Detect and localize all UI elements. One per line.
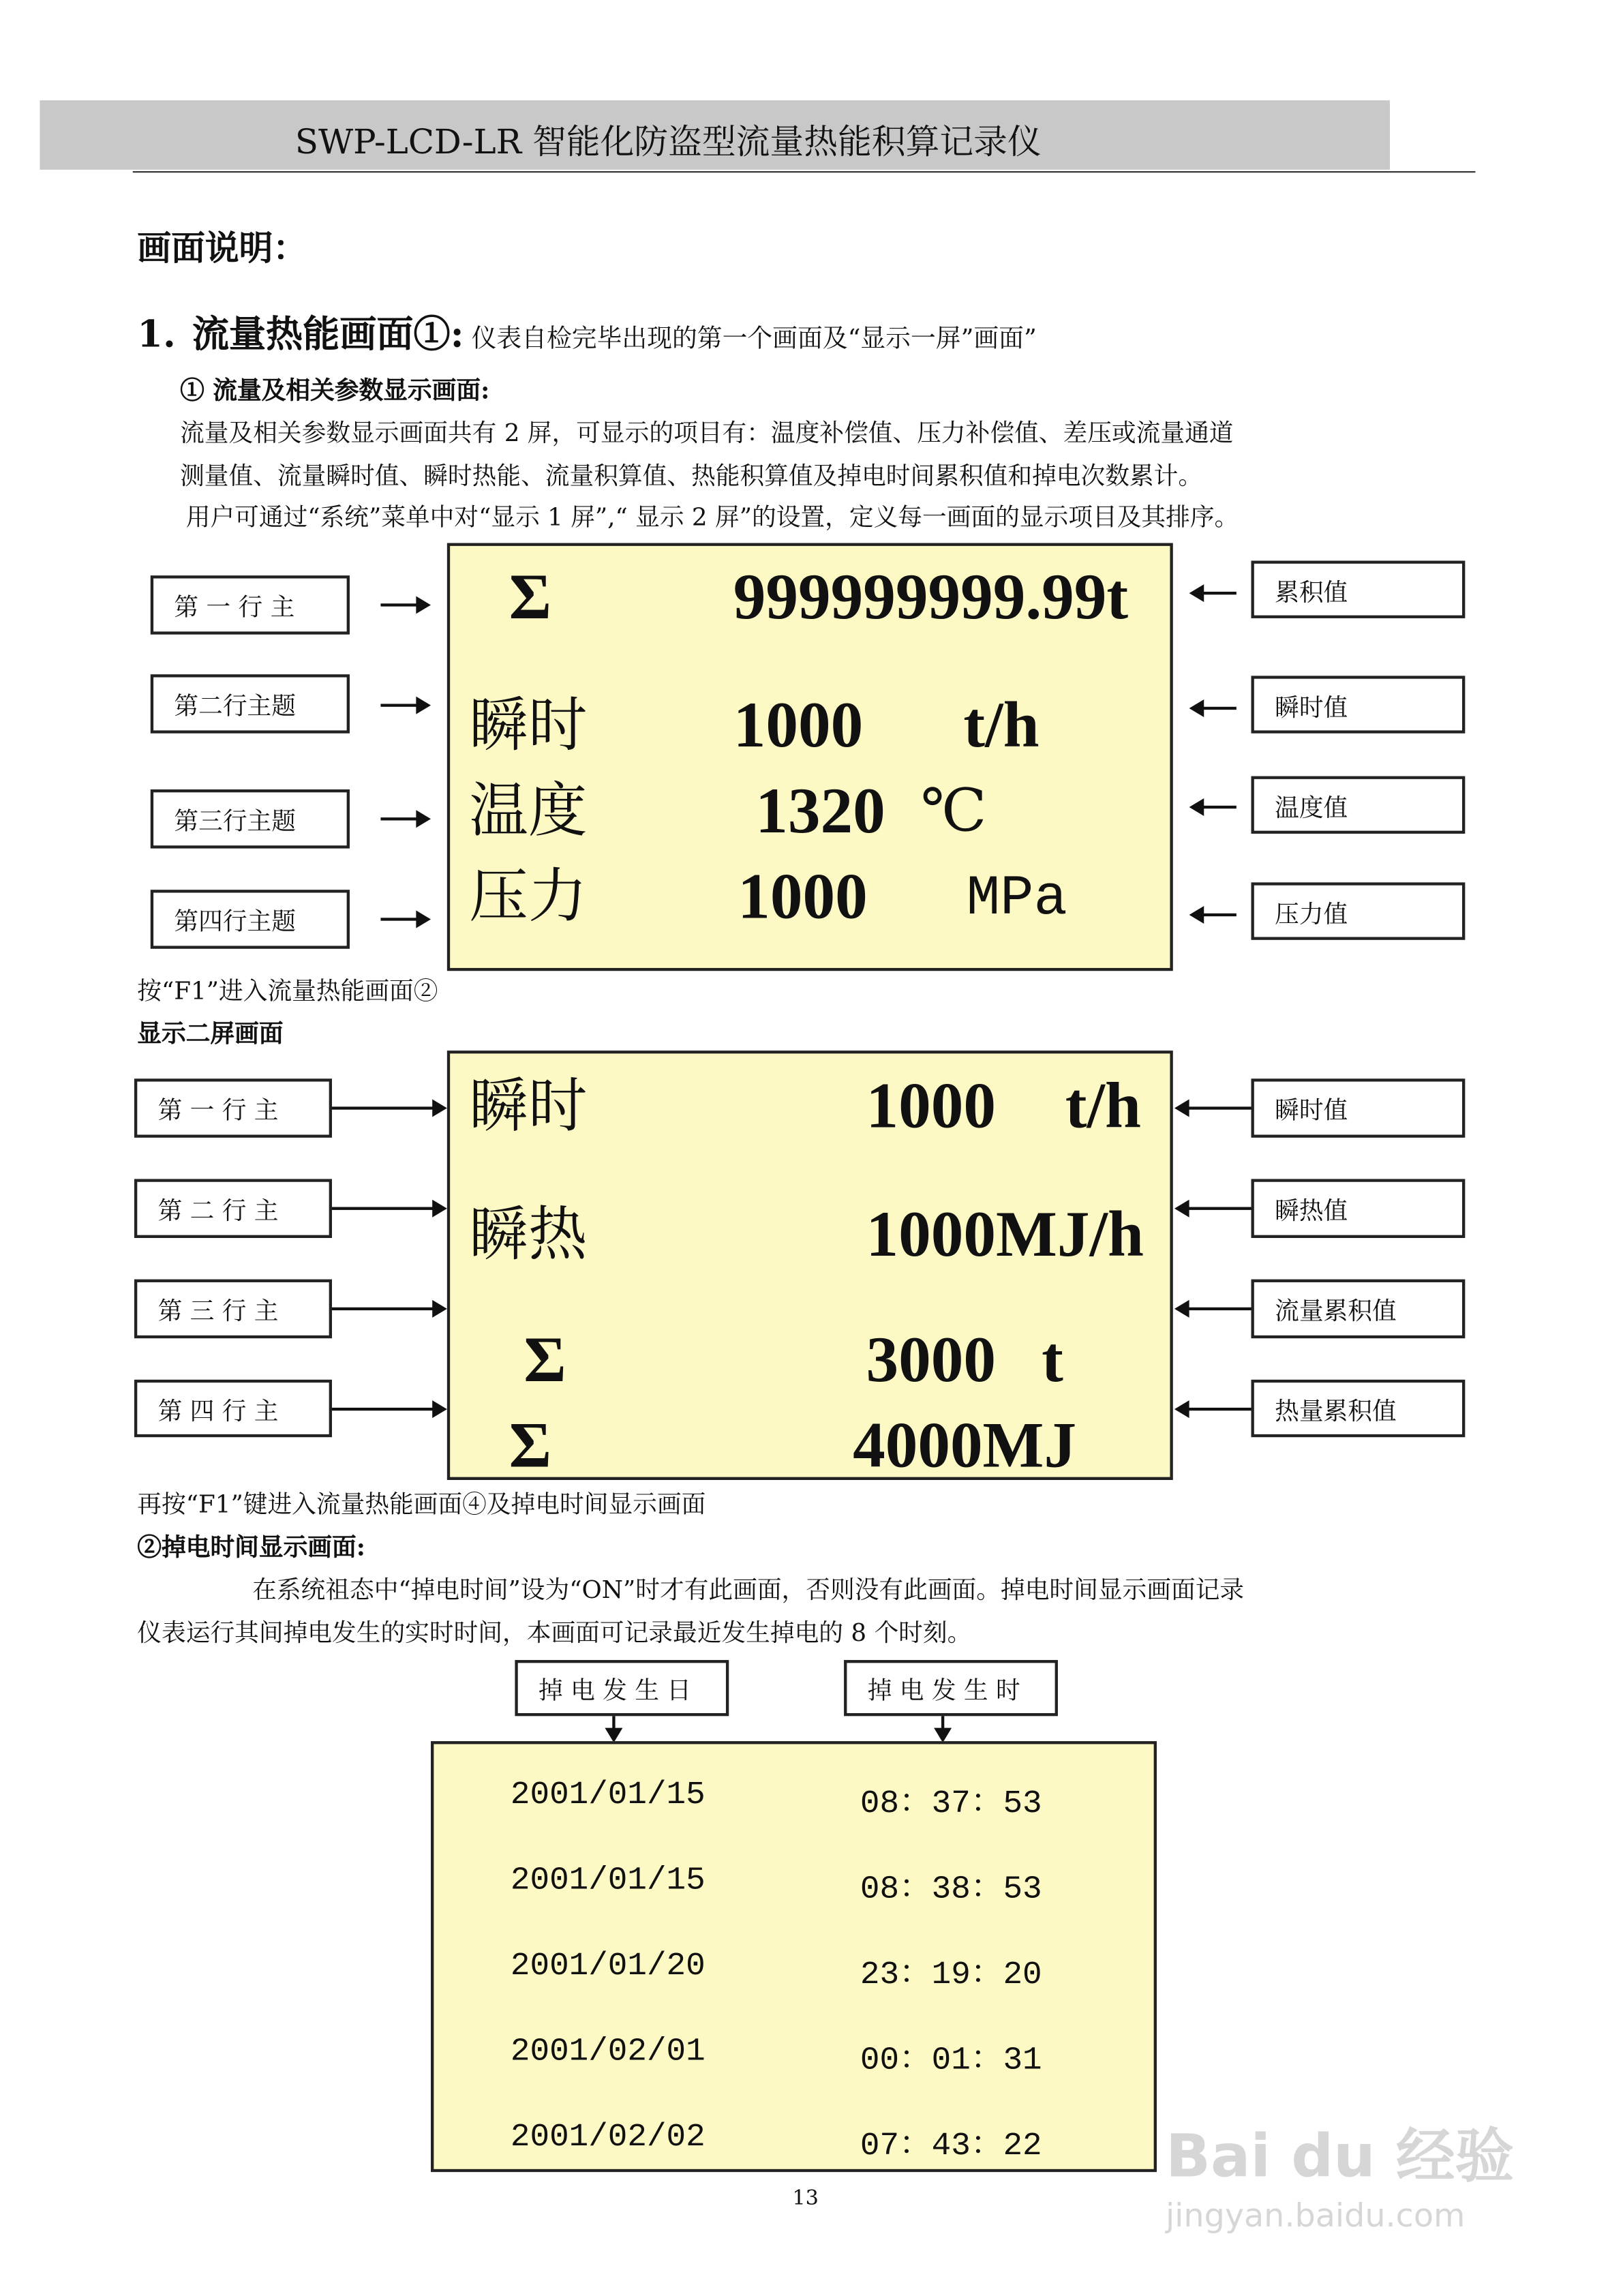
arrow-left-icon [1177, 1207, 1251, 1210]
heading-subtitle: 仪表自检完毕出现的第一个画面及“显示一屏”画面” [471, 324, 1037, 354]
left-label-box: 第二行主题 [151, 674, 350, 734]
power-loss-time: 08：37：53 [860, 1785, 1042, 1823]
right-label-box: 流量累积值 [1251, 1280, 1465, 1339]
arrow-left-icon [1192, 913, 1237, 916]
heading-1 [137, 305, 1036, 359]
header-title: SWP-LCD-LR 智能化防盗型流量热能积算记录仪 [294, 123, 1042, 163]
lcd-value: 1000MJ/h [866, 1198, 1144, 1271]
arrow-right-icon [332, 1106, 444, 1109]
lcd-value: 1320 [755, 774, 885, 847]
lcd-unit: t/h [963, 689, 1040, 761]
left-label-box: 第 二 行 主 [134, 1179, 332, 1238]
note-heading: 显示二屏画面 [137, 1019, 284, 1048]
left-label-box: 第 一 行 主 [151, 575, 350, 635]
arrow-down-icon [941, 1716, 944, 1740]
watermark-logo: Bai du 经验 [1165, 2123, 1515, 2192]
lcd-value: 4000MJ [853, 1409, 1077, 1482]
lcd-row-label: 温度 [469, 777, 588, 846]
left-label-box: 第 三 行 主 [134, 1280, 332, 1339]
subheading-2: ②掉电时间显示画面: [137, 1532, 365, 1562]
left-label-box: 第 一 行 主 [134, 1078, 332, 1138]
arrow-right-icon [380, 704, 427, 706]
header-divider [133, 171, 1476, 172]
lcd-unit: t/h [1065, 1070, 1141, 1143]
arrow-down-icon [612, 1716, 615, 1740]
right-label-box: 累积值 [1251, 561, 1465, 618]
column-label-box: 掉 电 发 生 日 [515, 1660, 729, 1716]
paragraph-line: 仪表运行其间掉电发生的实时时间，本画面可记录最近发生掉电的 8 个时刻。 [137, 1618, 972, 1647]
page-number: 13 [792, 2186, 819, 2211]
right-label-box: 压力值 [1251, 882, 1465, 939]
arrow-right-icon [332, 1408, 444, 1410]
paragraph-line: 用户可通过“系统”菜单中对“显示 1 屏”,“ 显示 2 屏”的设置，定义每一画面的显示项目及其排序。 [185, 503, 1239, 532]
left-label-box: 第 四 行 主 [134, 1380, 332, 1437]
power-loss-date: 2001/01/20 [510, 1948, 706, 1985]
lcd-row-label: 压力 [469, 863, 588, 931]
power-loss-time: 07：43：22 [860, 2128, 1042, 2165]
column-label-box: 掉 电 发 生 时 [844, 1660, 1058, 1716]
paragraph-line: 测量值、流量瞬时值、瞬时热能、流量积算值、热能积算值及掉电时间累积值和掉电次数累计。 [180, 462, 1203, 490]
lcd-row-label: 瞬时 [469, 1072, 588, 1141]
sigma-symbol: Σ [524, 1323, 566, 1396]
arrow-left-icon [1177, 1308, 1251, 1310]
lcd-value: 1000 [866, 1070, 997, 1143]
arrow-left-icon [1192, 707, 1237, 710]
power-loss-date: 2001/01/15 [510, 1777, 706, 1814]
lcd-value: 999999999.99t [733, 560, 1129, 633]
power-loss-time: 00：01：31 [860, 2042, 1042, 2079]
power-loss-date: 2001/02/02 [510, 2119, 706, 2156]
paragraph-line: 在系统祖态中“掉电时间”设为“ON”时才有此画面，否则没有此画面。掉电时间显示画面记录 [252, 1575, 1245, 1604]
watermark-url: jingyan.baidu.com [1165, 2199, 1466, 2236]
heading-title: 流量热能画面①: [192, 312, 464, 356]
lcd-unit: ℃ [920, 777, 987, 846]
sigma-symbol: Σ [509, 1409, 552, 1482]
subheading-1: ① 流量及相关参数显示画面: [180, 376, 490, 405]
power-loss-time: 23：19：20 [860, 1957, 1042, 1994]
arrow-right-icon [332, 1308, 444, 1310]
lcd-unit: MPa [966, 867, 1067, 931]
arrow-right-icon [380, 918, 427, 920]
arrow-left-icon [1192, 592, 1237, 594]
lcd-row-label: 瞬热 [469, 1200, 588, 1269]
sigma-symbol: Σ [509, 560, 552, 633]
right-label-box: 瞬时值 [1251, 1078, 1465, 1138]
note-text: 按“F1”进入流量热能画面② [137, 976, 438, 1006]
arrow-left-icon [1192, 806, 1237, 809]
arrow-left-icon [1177, 1106, 1251, 1109]
paragraph-line: 流量及相关参数显示画面共有 2 屏，可显示的项目有：温度补偿值、压力补偿值、差压或流量通道 [180, 419, 1234, 447]
heading-number: 1. [137, 312, 176, 356]
arrow-right-icon [380, 817, 427, 820]
note-text: 再按“F1”键进入流量热能画面④及掉电时间显示画面 [137, 1490, 706, 1519]
right-label-box: 温度值 [1251, 776, 1465, 834]
left-label-box: 第四行主题 [151, 890, 350, 949]
lcd-value: 1000 [738, 860, 868, 933]
power-loss-date: 2001/01/15 [510, 1862, 706, 1899]
section-title: 画面说明： [137, 228, 307, 269]
arrow-right-icon [380, 603, 427, 606]
lcd-row-label: 瞬时 [469, 692, 588, 760]
right-label-box: 瞬热值 [1251, 1179, 1465, 1238]
arrow-right-icon [332, 1207, 444, 1210]
right-label-box: 热量累积值 [1251, 1380, 1465, 1437]
power-loss-time: 08：38：53 [860, 1871, 1042, 1908]
arrow-left-icon [1177, 1408, 1251, 1410]
lcd-unit: t [1042, 1323, 1063, 1396]
lcd-value: 3000 [866, 1323, 997, 1396]
left-label-box: 第三行主题 [151, 789, 350, 849]
power-loss-date: 2001/02/01 [510, 2033, 706, 2070]
right-label-box: 瞬时值 [1251, 676, 1465, 733]
lcd-value: 1000 [733, 689, 864, 761]
